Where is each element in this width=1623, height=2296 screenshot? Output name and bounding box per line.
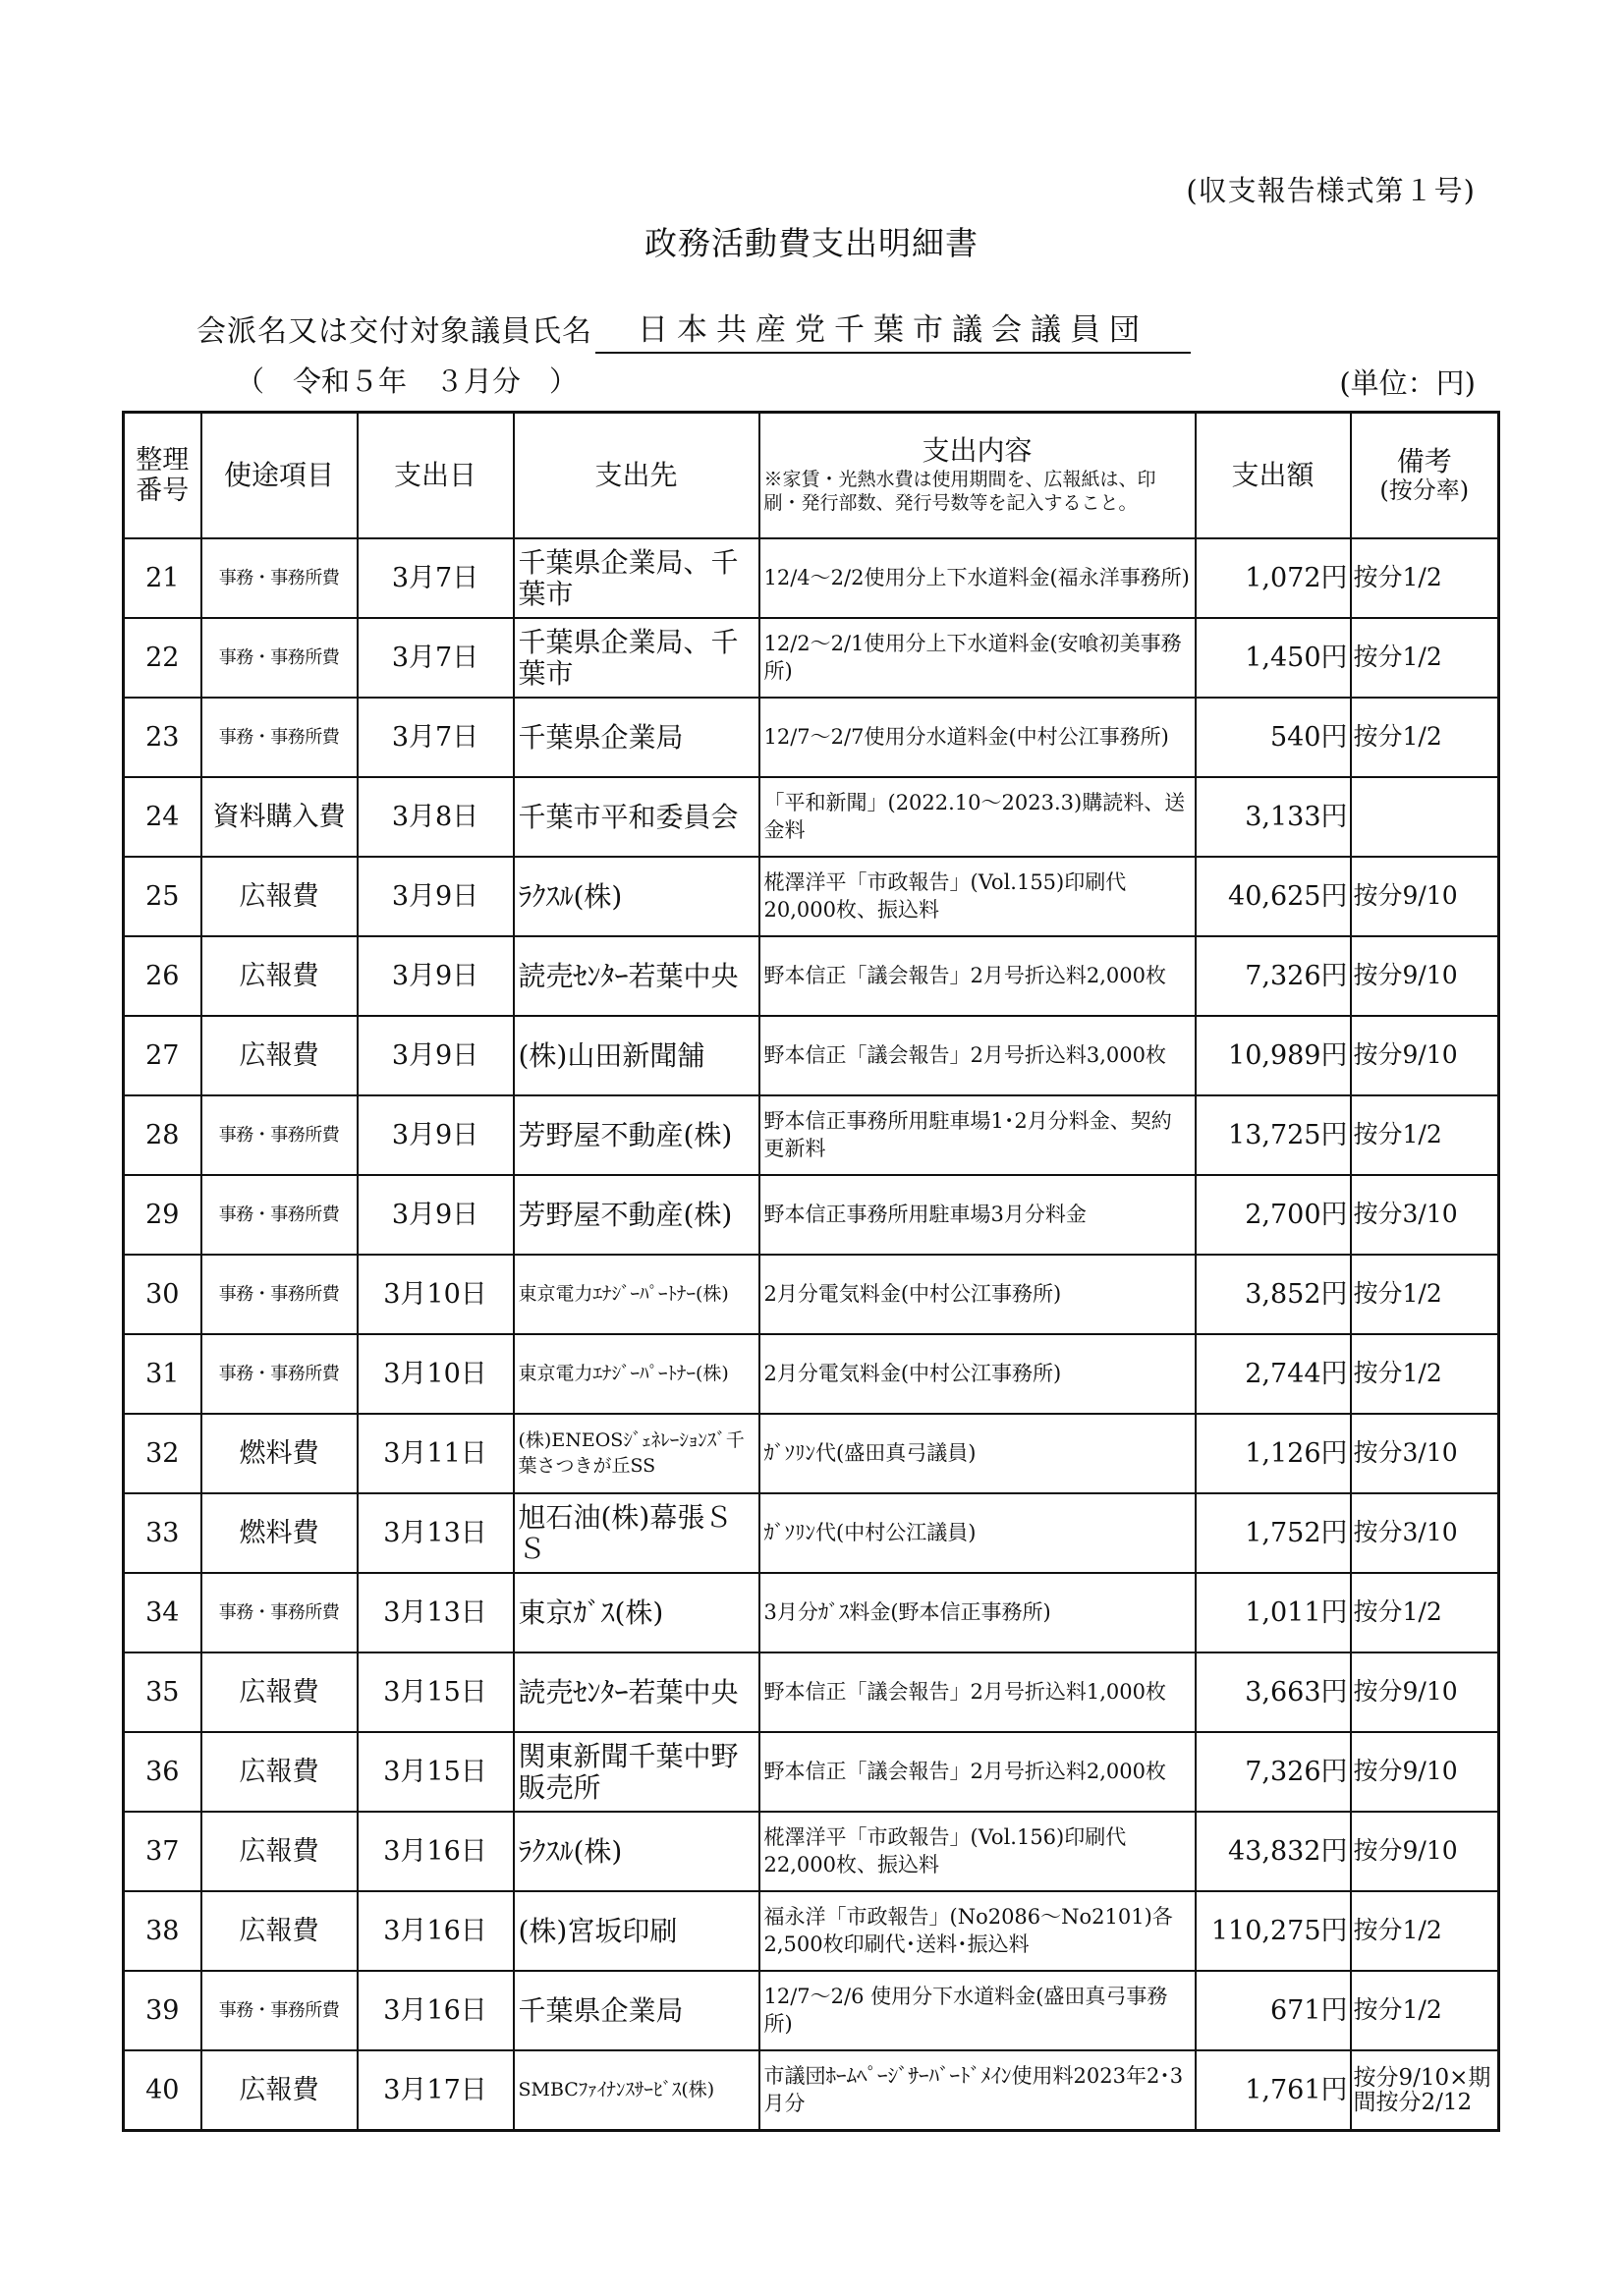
row-payee: ﾗｸｽﾙ(株) — [514, 857, 759, 936]
table-row — [124, 1652, 1499, 1732]
row-amount: 13,725円 — [1196, 1095, 1351, 1175]
row-amount: 671円 — [1196, 1971, 1351, 2050]
table-row — [124, 1414, 1499, 1493]
row-remarks: 按分1/2 — [1351, 1095, 1499, 1175]
table-row — [124, 1493, 1499, 1573]
row-category: 広報費 — [201, 2050, 358, 2131]
row-remarks: 按分1/2 — [1351, 698, 1499, 777]
row-amount: 2,744円 — [1196, 1334, 1351, 1414]
row-number: 23 — [124, 698, 201, 777]
row-payee: (株)山田新聞舗 — [514, 1016, 759, 1095]
row-amount: 3,663円 — [1196, 1652, 1351, 1732]
row-amount: 1,011円 — [1196, 1573, 1351, 1652]
row-content: 市議団ﾎｰﾑﾍﾟｰｼﾞｻｰﾊﾞｰﾄﾞﾒｲﾝ使用料2023年2･3月分 — [759, 2050, 1196, 2131]
row-content: 12/7～2/6 使用分下水道料金(盛田真弓事務所) — [759, 1971, 1196, 2050]
row-content: 野本信正事務所用駐車場1･2月分料金、契約更新料 — [759, 1095, 1196, 1175]
row-number: 24 — [124, 777, 201, 857]
row-amount: 1,126円 — [1196, 1414, 1351, 1493]
row-payee: (株)ENEOSｼﾞｪﾈﾚｰｼｮﾝｽﾞ千葉さつきが丘SS — [514, 1414, 759, 1493]
table-row — [124, 1812, 1499, 1891]
table-row — [124, 1334, 1499, 1414]
row-date: 3月9日 — [358, 1095, 514, 1175]
table-header-row — [124, 413, 1499, 539]
row-amount: 3,852円 — [1196, 1255, 1351, 1334]
row-number: 40 — [124, 2050, 201, 2131]
expense-table — [122, 411, 1500, 2132]
row-content: 3月分ｶﾞｽ料金(野本信正事務所) — [759, 1573, 1196, 1652]
row-amount: 1,761円 — [1196, 2050, 1351, 2131]
row-date: 3月9日 — [358, 1175, 514, 1255]
row-content: 野本信正「議会報告」2月号折込料1,000枚 — [759, 1652, 1196, 1732]
row-date: 3月9日 — [358, 857, 514, 936]
row-date: 3月8日 — [358, 777, 514, 857]
row-category: 広報費 — [201, 857, 358, 936]
row-content: 野本信正「議会報告」2月号折込料2,000枚 — [759, 936, 1196, 1016]
form-number: (収支報告様式第１号) — [1186, 174, 1476, 207]
row-payee: (株)宮坂印刷 — [514, 1891, 759, 1971]
row-payee: 東京電力ｴﾅｼﾞｰﾊﾟｰﾄﾅｰ(株) — [514, 1255, 759, 1334]
document-title: 政務活動費支出明細書 — [644, 224, 979, 262]
row-remarks: 按分9/10 — [1351, 1652, 1499, 1732]
row-content: 「平和新聞」(2022.10～2023.3)購読料、送金料 — [759, 777, 1196, 857]
row-category: 事務・事務所費 — [201, 1971, 358, 2050]
row-content: ｶﾞｿﾘﾝ代(盛田真弓議員) — [759, 1414, 1196, 1493]
header-date: 支出日 — [358, 413, 514, 539]
row-number: 21 — [124, 538, 201, 618]
row-category: 広報費 — [201, 1652, 358, 1732]
row-number: 27 — [124, 1016, 201, 1095]
row-category: 事務・事務所費 — [201, 698, 358, 777]
row-number: 36 — [124, 1732, 201, 1812]
row-category: 広報費 — [201, 1891, 358, 1971]
row-amount: 2,700円 — [1196, 1175, 1351, 1255]
row-amount: 40,625円 — [1196, 857, 1351, 936]
row-content: ｶﾞｿﾘﾝ代(中村公江議員) — [759, 1493, 1196, 1573]
row-remarks: 按分1/2 — [1351, 1573, 1499, 1652]
row-date: 3月10日 — [358, 1334, 514, 1414]
header-remarks-label: 備考 — [1396, 445, 1452, 478]
row-date: 3月17日 — [358, 2050, 514, 2131]
row-date: 3月7日 — [358, 538, 514, 618]
row-content: 福永洋「市政報告」(No2086～No2101)各2,500枚印刷代･送料･振込料 — [759, 1891, 1196, 1971]
row-number: 37 — [124, 1812, 201, 1891]
row-remarks: 按分1/2 — [1351, 1971, 1499, 2050]
table-row — [124, 2050, 1499, 2131]
row-remarks: 按分9/10 — [1351, 1016, 1499, 1095]
row-amount: 540円 — [1196, 698, 1351, 777]
row-payee: 芳野屋不動産(株) — [514, 1175, 759, 1255]
row-category: 事務・事務所費 — [201, 1573, 358, 1652]
row-date: 3月7日 — [358, 698, 514, 777]
row-number: 33 — [124, 1493, 201, 1573]
header-amount: 支出額 — [1196, 413, 1351, 539]
row-date: 3月16日 — [358, 1891, 514, 1971]
row-number: 26 — [124, 936, 201, 1016]
row-number: 38 — [124, 1891, 201, 1971]
row-date: 3月9日 — [358, 936, 514, 1016]
row-number: 25 — [124, 857, 201, 936]
row-payee: 旭石油(株)幕張ＳＳ — [514, 1493, 759, 1573]
row-content: 12/4～2/2使用分上下水道料金(福永洋事務所) — [759, 538, 1196, 618]
row-number: 29 — [124, 1175, 201, 1255]
row-payee: 千葉県企業局、千葉市 — [514, 538, 759, 618]
row-number: 31 — [124, 1334, 201, 1414]
row-payee: 千葉県企業局 — [514, 698, 759, 777]
header-content-note: ※家賃・光熱水費は使用期間を、広報紙は、印刷・発行部数、発行号数等を記入すること。 — [763, 469, 1156, 515]
row-remarks — [1351, 777, 1499, 857]
row-date: 3月13日 — [358, 1493, 514, 1573]
row-content: 野本信正「議会報告」2月号折込料3,000枚 — [759, 1016, 1196, 1095]
row-amount: 43,832円 — [1196, 1812, 1351, 1891]
row-category: 広報費 — [201, 1812, 358, 1891]
row-amount: 7,326円 — [1196, 1732, 1351, 1812]
row-remarks: 按分1/2 — [1351, 538, 1499, 618]
table-row — [124, 936, 1499, 1016]
header-payee: 支出先 — [514, 413, 759, 539]
row-content: 12/2～2/1使用分上下水道料金(安喰初美事務所) — [759, 618, 1196, 698]
period — [236, 360, 578, 400]
row-category: 燃料費 — [201, 1493, 358, 1573]
row-category: 事務・事務所費 — [201, 1095, 358, 1175]
row-payee: 千葉県企業局 — [514, 1971, 759, 2050]
row-remarks: 按分9/10 — [1351, 936, 1499, 1016]
table-row — [124, 1175, 1499, 1255]
row-remarks: 按分1/2 — [1351, 618, 1499, 698]
row-category: 資料購入費 — [201, 777, 358, 857]
row-date: 3月7日 — [358, 618, 514, 698]
table-row — [124, 1095, 1499, 1175]
row-content: 椛澤洋平「市政報告」(Vol.155)印刷代20,000枚、振込料 — [759, 857, 1196, 936]
row-number: 34 — [124, 1573, 201, 1652]
row-content: 野本信正事務所用駐車場3月分料金 — [759, 1175, 1196, 1255]
row-payee: 東京電力ｴﾅｼﾞｰﾊﾟｰﾄﾅｰ(株) — [514, 1334, 759, 1414]
table-row — [124, 1971, 1499, 2050]
row-date: 3月15日 — [358, 1652, 514, 1732]
row-category: 事務・事務所費 — [201, 1175, 358, 1255]
row-payee: 千葉市平和委員会 — [514, 777, 759, 857]
table-row — [124, 1016, 1499, 1095]
row-number: 35 — [124, 1652, 201, 1732]
row-category: 広報費 — [201, 936, 358, 1016]
row-category: 燃料費 — [201, 1414, 358, 1493]
row-date: 3月13日 — [358, 1573, 514, 1652]
row-content: 2月分電気料金(中村公江事務所) — [759, 1334, 1196, 1414]
row-content: 2月分電気料金(中村公江事務所) — [759, 1255, 1196, 1334]
row-date: 3月11日 — [358, 1414, 514, 1493]
row-amount: 10,989円 — [1196, 1016, 1351, 1095]
row-payee: 千葉県企業局、千葉市 — [514, 618, 759, 698]
header-content-label: 支出内容 — [922, 434, 1033, 468]
row-amount: 3,133円 — [1196, 777, 1351, 857]
table-row — [124, 538, 1499, 618]
row-payee: SMBCﾌｧｲﾅﾝｽｻｰﾋﾞｽ(株) — [514, 2050, 759, 2131]
period-text: （ 令和５年 ３月分 ） — [236, 364, 579, 398]
table-row — [124, 618, 1499, 698]
header-remarks-sub: (按分率) — [1379, 476, 1470, 505]
row-amount: 1,752円 — [1196, 1493, 1351, 1573]
row-number: 28 — [124, 1095, 201, 1175]
row-remarks: 按分9/10 — [1351, 857, 1499, 936]
row-content: 12/7～2/7使用分水道料金(中村公江事務所) — [759, 698, 1196, 777]
row-remarks: 按分3/10 — [1351, 1493, 1499, 1573]
header-remarks — [1351, 413, 1499, 539]
row-amount: 110,275円 — [1196, 1891, 1351, 1971]
row-amount: 1,450円 — [1196, 618, 1351, 698]
row-remarks: 按分9/10 — [1351, 1732, 1499, 1812]
table-row — [124, 1255, 1499, 1334]
unit-label: (単位：円) — [1339, 366, 1476, 400]
row-remarks: 按分3/10 — [1351, 1175, 1499, 1255]
party-name: 日本共産党千葉市議会議員団 — [595, 305, 1191, 354]
row-amount: 7,326円 — [1196, 936, 1351, 1016]
row-remarks: 按分1/2 — [1351, 1334, 1499, 1414]
table-row — [124, 857, 1499, 936]
row-date: 3月16日 — [358, 1812, 514, 1891]
row-payee: 読売ｾﾝﾀｰ若葉中央 — [514, 936, 759, 1016]
row-number: 39 — [124, 1971, 201, 2050]
header-number: 整理番号 — [124, 413, 201, 539]
table-row — [124, 1573, 1499, 1652]
header-content — [759, 413, 1196, 539]
row-category: 事務・事務所費 — [201, 1334, 358, 1414]
row-content: 野本信正「議会報告」2月号折込料2,000枚 — [759, 1732, 1196, 1812]
row-category: 事務・事務所費 — [201, 618, 358, 698]
table-row — [124, 1732, 1499, 1812]
table-body — [124, 538, 1499, 2131]
row-remarks: 按分1/2 — [1351, 1891, 1499, 1971]
row-amount: 1,072円 — [1196, 538, 1351, 618]
row-remarks: 按分9/10 — [1351, 1812, 1499, 1891]
row-category: 広報費 — [201, 1732, 358, 1812]
row-remarks: 按分9/10×期間按分2/12 — [1351, 2050, 1499, 2131]
row-category: 事務・事務所費 — [201, 538, 358, 618]
table-row — [124, 698, 1499, 777]
table-row — [124, 777, 1499, 857]
row-category: 広報費 — [201, 1016, 358, 1095]
row-payee: 東京ｶﾞｽ(株) — [514, 1573, 759, 1652]
row-date: 3月10日 — [358, 1255, 514, 1334]
row-date: 3月9日 — [358, 1016, 514, 1095]
party-label: 会派名又は交付対象議員氏名 — [196, 314, 592, 349]
row-payee: 芳野屋不動産(株) — [514, 1095, 759, 1175]
row-number: 22 — [124, 618, 201, 698]
row-content: 椛澤洋平「市政報告」(Vol.156)印刷代22,000枚、振込料 — [759, 1812, 1196, 1891]
row-category: 事務・事務所費 — [201, 1255, 358, 1334]
row-remarks: 按分3/10 — [1351, 1414, 1499, 1493]
row-date: 3月16日 — [358, 1971, 514, 2050]
header-category: 使途項目 — [201, 413, 358, 539]
row-payee: 読売ｾﾝﾀｰ若葉中央 — [514, 1652, 759, 1732]
row-payee: 関東新聞千葉中野販売所 — [514, 1732, 759, 1812]
table-row — [124, 1891, 1499, 1971]
row-payee: ﾗｸｽﾙ(株) — [514, 1812, 759, 1891]
row-number: 30 — [124, 1255, 201, 1334]
row-remarks: 按分1/2 — [1351, 1255, 1499, 1334]
row-date: 3月15日 — [358, 1732, 514, 1812]
row-number: 32 — [124, 1414, 201, 1493]
